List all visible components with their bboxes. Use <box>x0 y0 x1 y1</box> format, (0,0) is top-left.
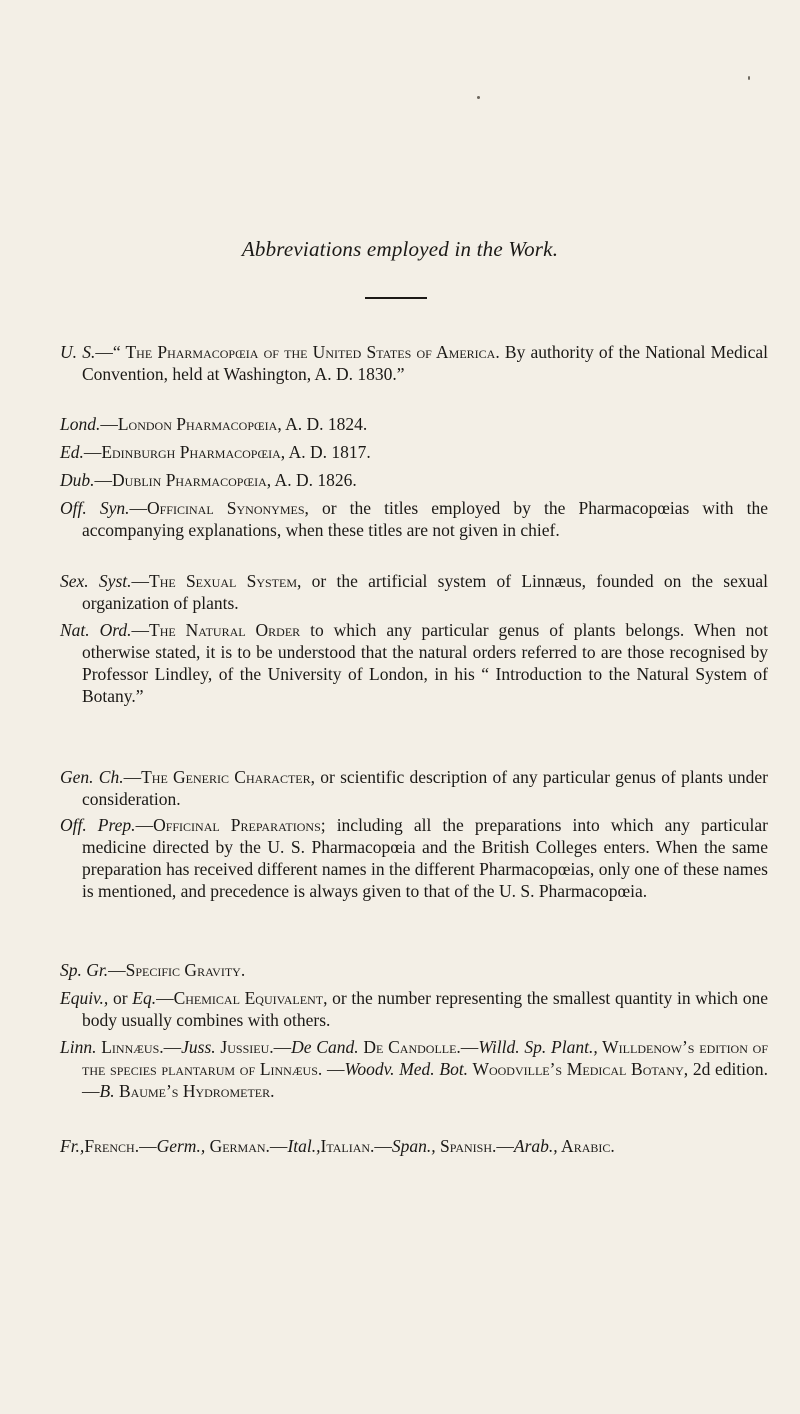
entry-text: or <box>108 988 133 1008</box>
entry-text: to which any particular genus of plants belongs. When not otherwise stated, it is to be understood that the natural orders referred to are those recognised by Professor Lindley, of the University of London, in his “ Introduction to the Natural System of Botany.” <box>82 620 768 706</box>
entry-fr <box>60 1135 768 1157</box>
ink-speck <box>477 96 480 99</box>
entry-off-prep <box>60 814 768 902</box>
entry-abbr: U. S. <box>60 342 96 362</box>
entry-abbr: Span., <box>391 1136 436 1156</box>
entry-abbr: Juss. <box>181 1037 216 1057</box>
entry-abbr: Lond. <box>60 414 101 434</box>
entry-abbr: Germ., <box>156 1136 206 1156</box>
entry-name: —The Sexual System, <box>131 571 302 591</box>
entry-nat-ord <box>60 619 768 707</box>
entry-name: —Officinal Synonymes, <box>129 498 309 518</box>
entry-abbr: B. <box>99 1081 115 1101</box>
entry-text: or the artificial system of Linnæus, founded on the sexual organization of plants. <box>82 571 769 613</box>
entry-sp-gr <box>60 959 768 981</box>
entry-name: —Edinburgh Pharmacopœia, A. D. 1817. <box>83 442 371 462</box>
entry-ed <box>60 441 768 463</box>
entry-abbr: Off. Prep. <box>60 815 136 835</box>
entry-name: Spanish.— <box>435 1136 514 1156</box>
entry-name: Woodville’s Medical Botany, <box>468 1059 689 1079</box>
entry-abbr: Fr., <box>60 1136 85 1156</box>
entry-name: Italian.— <box>320 1136 392 1156</box>
entry-name: French.— <box>84 1136 157 1156</box>
entry-name: —The Natural Order <box>131 620 301 640</box>
entry-name: Willdenow’s edition of the species plantarum of Linnæus. <box>82 1037 768 1079</box>
entry-abbr: Gen. Ch. <box>60 767 124 787</box>
entry-linn <box>60 1036 768 1102</box>
entry-name: German.— <box>205 1136 288 1156</box>
entry-text: By authority of the National Medical Convention, held at Washington, A. D. 1830.” <box>82 342 769 384</box>
entry-text: 2d edition.— <box>82 1059 769 1101</box>
entry-name: —Chemical Equivalent, <box>156 988 328 1008</box>
page-title: Abbreviations employed in the Work. <box>241 237 559 261</box>
entry-name: —London Pharmacopœia, A. D. 1824. <box>100 414 368 434</box>
entry-name: —“ The Pharmacopœia of the United States of America. <box>95 342 500 362</box>
entry-name: Arabic. <box>557 1136 615 1156</box>
entry-name: De Candolle.— <box>358 1037 479 1057</box>
entry-text: or scientific description of any particular genus of plants under consideration. <box>82 767 768 809</box>
entry-abbr: De Cand. <box>291 1037 359 1057</box>
entry-text: — <box>322 1059 345 1079</box>
entry-equiv <box>60 987 768 1031</box>
entry-abbr: Off. Syn. <box>60 498 130 518</box>
entry-name: —Officinal Preparations; <box>135 815 326 835</box>
entry-abbr: Equiv., <box>60 988 109 1008</box>
entry-text: including all the preparations into which any particular medicine directed by the U. S. Pharmacopœia and the British Colleges enters. When the same preparation has received different names in the different Pharmacopœias, only one of these names is mentioned, and precedence is always given to that of the U. S. Pharmacopœia. <box>82 815 768 901</box>
ink-speck <box>748 76 750 80</box>
entry-abbr: Dub. <box>60 470 95 490</box>
entry-abbr: Arab., <box>513 1136 558 1156</box>
entry-name: —Dublin Pharmacopœia, A. D. 1826. <box>94 470 357 490</box>
entry-gen-ch <box>60 766 768 810</box>
entry-abbr: Woodv. Med. Bot. <box>344 1059 469 1079</box>
entry-us <box>60 341 768 385</box>
entry-text: or the number representing the smallest quantity in which one body usually combines with others. <box>82 988 769 1030</box>
entry-name: Jussieu.— <box>215 1037 292 1057</box>
entry-abbr: Ed. <box>60 442 84 462</box>
entry-abbr: Nat. Ord. <box>60 620 132 640</box>
entry-abbr: Sp. Gr. <box>60 960 109 980</box>
title-rule <box>365 297 427 299</box>
entry-name: Baume’s Hydrometer. <box>114 1081 275 1101</box>
entry-lond <box>60 413 768 435</box>
entry-name: —The Generic Character, <box>123 767 315 787</box>
entry-name: —Specific Gravity. <box>108 960 246 980</box>
entry-abbr: Eq. <box>132 988 157 1008</box>
entry-sex-syst <box>60 570 768 614</box>
entry-name: Linnæus.— <box>96 1037 182 1057</box>
entry-abbr: Ital., <box>287 1136 321 1156</box>
entry-abbr: Sex. Syst. <box>60 571 132 591</box>
entry-off-syn <box>60 497 768 541</box>
entry-abbr: Willd. Sp. Plant., <box>478 1037 598 1057</box>
entry-abbr: Linn. <box>60 1037 97 1057</box>
entry-dub <box>60 469 768 491</box>
entry-text: or the titles employed by the Pharmacopœias with the accompanying explanations, when these titles are not given in chief. <box>82 498 768 540</box>
